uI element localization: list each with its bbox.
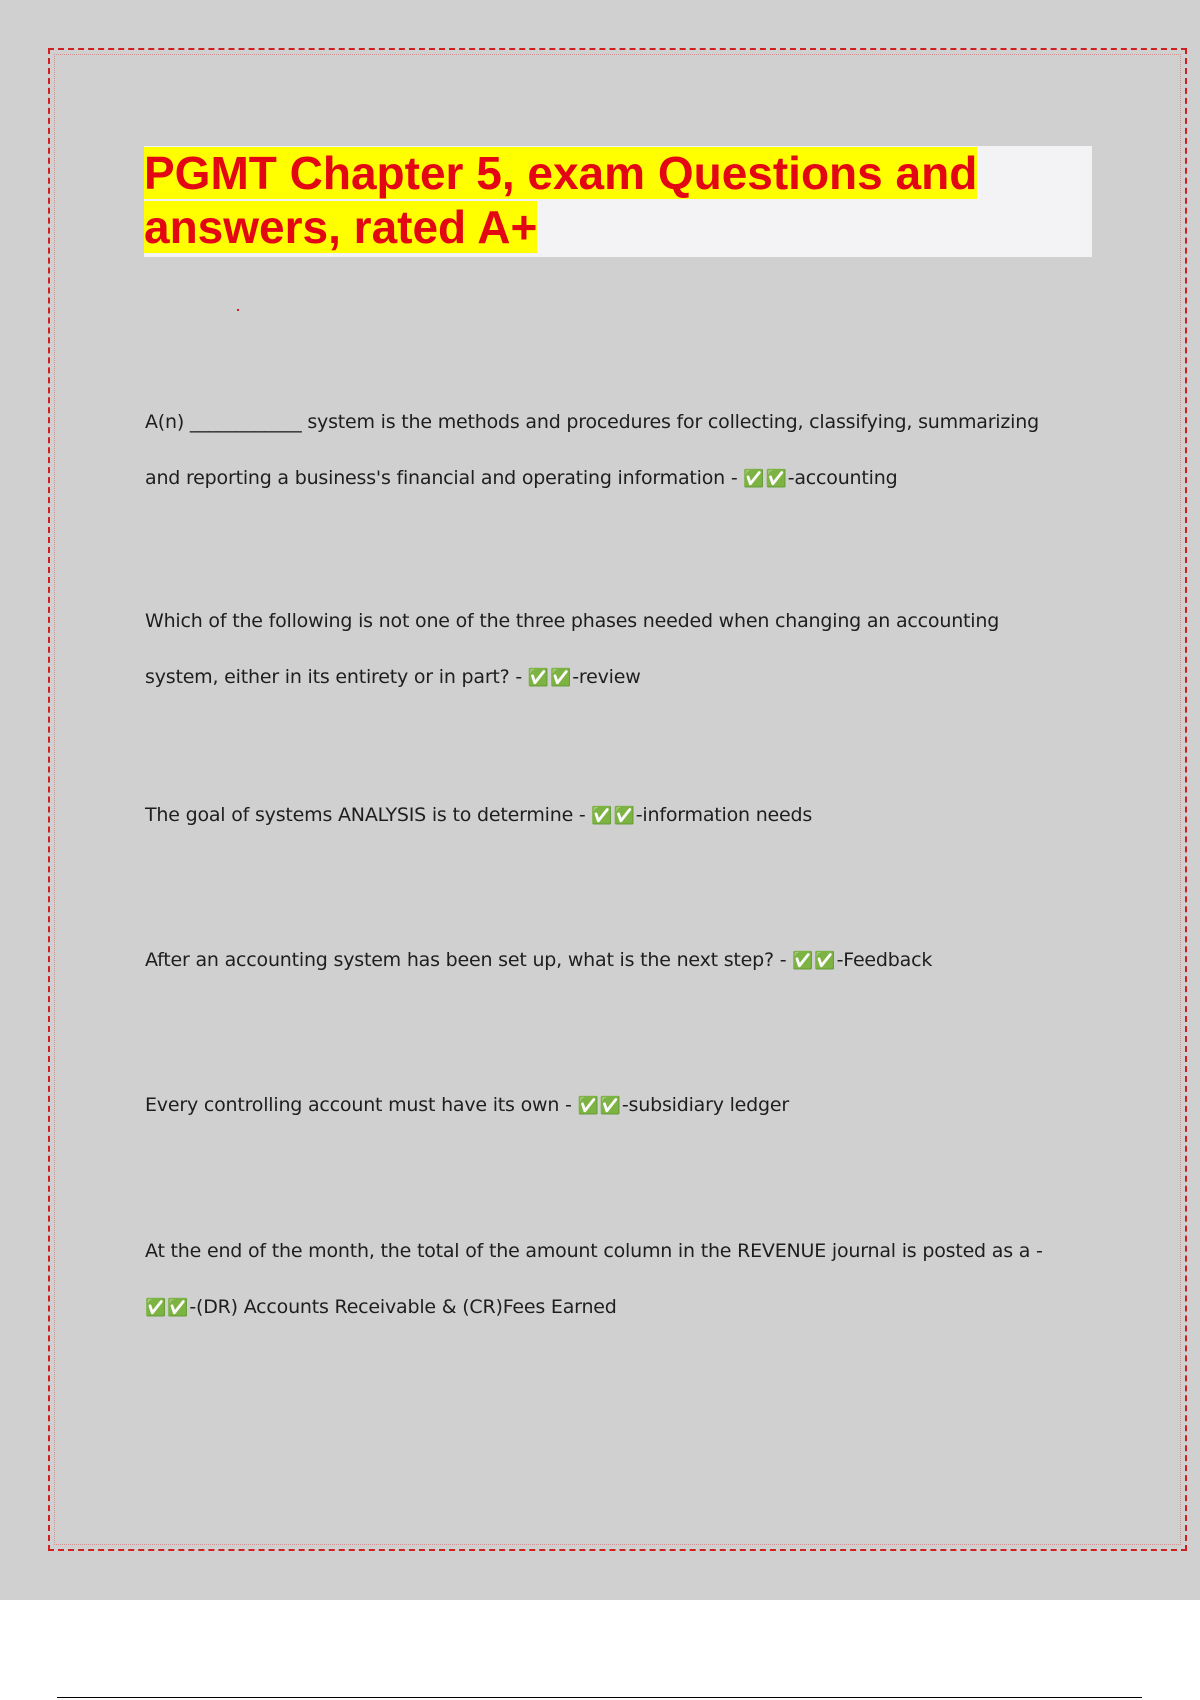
document-title [144,146,1092,254]
answer-text: -(DR) Accounts Receivable & (CR)Fees Earned [189,1296,617,1318]
question-text: The goal of systems ANALYSIS is to determine - [145,804,592,826]
title-block [144,146,1092,257]
answer-text: -Feedback [836,949,933,971]
answer-text: -accounting [787,467,898,489]
qa-item-1 [145,394,1075,507]
qa-item-3 [145,787,1075,844]
question-text: Which of the following is not one of the three phases needed when changing an accounting system, either in its entirety or in part? - [145,610,1000,688]
answer-text: -subsidiary ledger [621,1094,789,1116]
qa-item-6 [145,1223,1075,1336]
title-line-1: PGMT Chapter 5, exam Questions and [144,147,978,199]
qa-item-2 [145,593,1075,706]
answer-text: -information needs [635,804,813,826]
footer-rule [57,1697,1142,1698]
qa-item-4 [145,932,1075,989]
double-check-icon: ✅✅ [743,469,788,489]
double-check-icon: ✅✅ [527,668,573,688]
title-line-2: answers, rated A+ [144,201,538,253]
question-text: At the end of the month, the total of the amount column in the REVENUE journal is posted as a - [145,1240,1043,1262]
question-text: After an accounting system has been set up, what is the next step? - [145,949,793,971]
double-check-icon: ✅✅ [591,806,636,826]
stray-mark [237,309,239,311]
question-text: A(n) ____________ system is the methods and procedures for collecting, classifying, summarizing and reporting a business's financial and operating information - [145,411,1039,489]
question-text: Every controlling account must have its own - [145,1094,578,1116]
double-check-icon: ✅✅ [145,1298,190,1318]
qa-item-5 [145,1077,1075,1134]
double-check-icon: ✅✅ [792,951,837,971]
answer-text: -review [572,666,641,688]
double-check-icon: ✅✅ [577,1096,622,1116]
